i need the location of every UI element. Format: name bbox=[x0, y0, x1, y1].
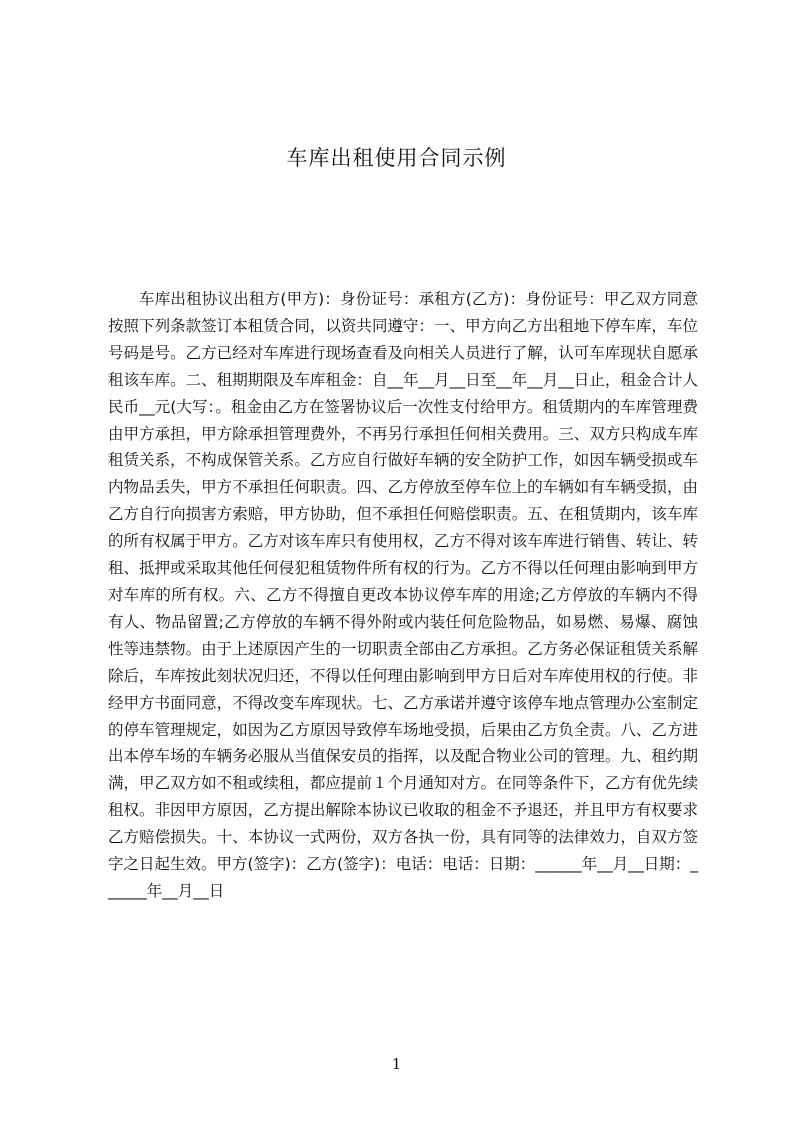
document-title: 车库出租使用合同示例 bbox=[286, 146, 507, 170]
page-number: 1 bbox=[391, 1055, 402, 1073]
contract-body-paragraph: 车库出租协议出租方(甲方)：身份证号：承租方(乙方)：身份证号：甲乙双方同意按照下列条款签订本租赁合同，以资共同遵守：一、甲方向乙方出租地下停车库，车位号码是号。乙方已经对车库进行现场查看及向相关人员进行了解，认可车库现状自愿承租该车库。二、租期期限及车库租金：自__年__月__日至__年__月__日止，租金合计人民币__元(大写：。租金由乙方在签署协议后一次性支付给甲方。租赁期内的车库管理费由甲方承担，甲方除承担管理费外，不再另行承担任何相关费用。三、双方只构成车库租赁关系，不构成保管关系。乙方应自行做好车辆的安全防护工作，如因车辆受损或车内物品丢失，甲方不承担任何职责。四、乙方停放至停车位上的车辆如有车辆受损，由乙方自行向损害方索赔，甲方协助，但不承担任何赔偿职责。五、在租赁期内，该车库的所有权属于甲方。乙方对该车库只有使用权，乙方不得对该车库进行销售、转让、转租、抵押或采取其他任何侵犯租赁物件所有权的行为。乙方不得以任何理由影响到甲方对车库的所有权。六、乙方不得擅自更改本协议停车库的用途;乙方停放的车辆内不得有人、物品留置;乙方停放的车辆不得外附或内装任何危险物品，如易燃、易爆、腐蚀性等违禁物。由于上述原因产生的一切职责全部由乙方承担。乙方务必保证租赁关系解除后，车库按此刻状况归还，不得以任何理由影响到甲方日后对车库使用权的行使。非经甲方书面同意，不得改变车库现状。七、乙方承诺并遵守该停车地点管理办公室制定的停车管理规定，如因为乙方原因导致停车场地受损，后果由乙方负全责。八、乙方进出本停车场的车辆务必服从当值保安员的指挥，以及配合物业公司的管理。九、租约期满，甲乙双方如不租或续租，都应提前１个月通知对方。在同等条件下，乙方有优先续租权。非因甲方原因，乙方提出解除本协议已收取的租金不予退还，并且甲方有权要求乙方赔偿损失。十、本协议一式两份，双方各执一份，具有同等的法律效力，自双方签字之日起生效。甲方(签字)：乙方(签字)：电话：电话：日期：______年__月__日期：______年__月__日 bbox=[108, 290, 698, 900]
